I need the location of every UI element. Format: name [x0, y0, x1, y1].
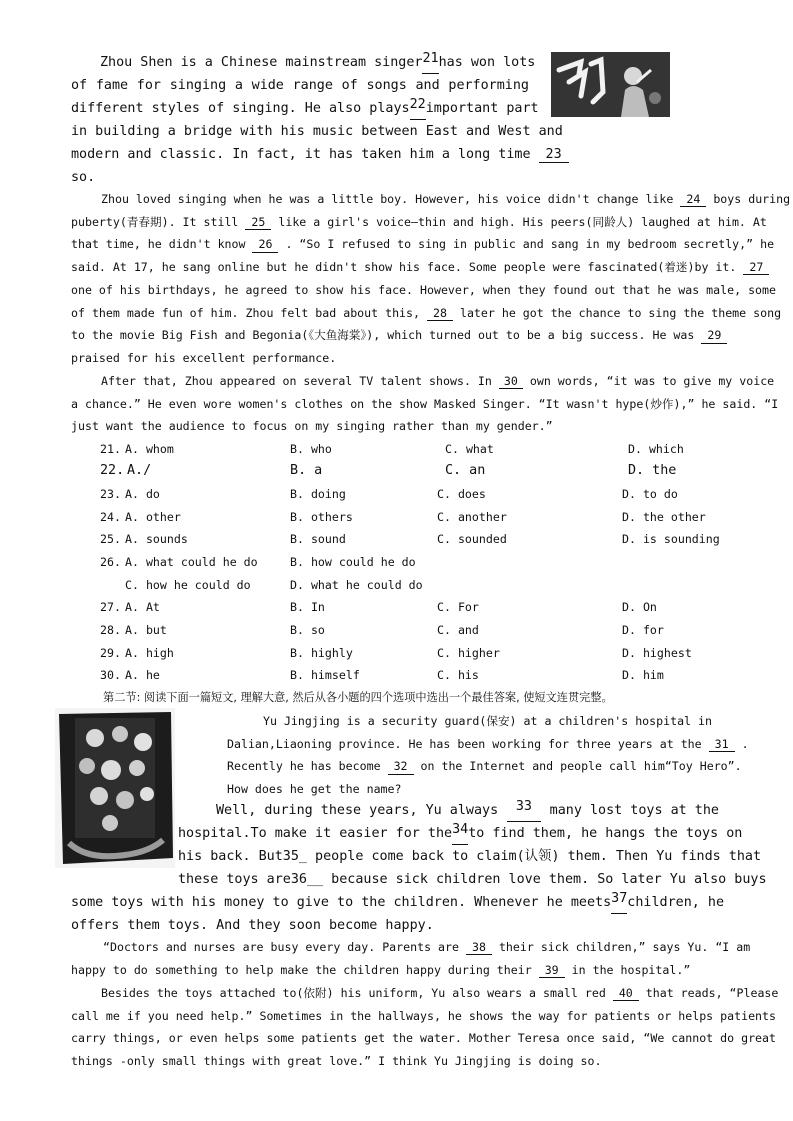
blank-26: 26: [252, 238, 278, 252]
p1-line-5: [71, 143, 562, 166]
p2-line-6: [71, 302, 782, 325]
text: . “So I refused to sing in public and sang in my bedroom secretly,” he: [278, 237, 775, 252]
option-d[interactable]: D. to do: [622, 487, 678, 501]
text: Recently he has become: [227, 759, 388, 774]
option-c[interactable]: C. an: [445, 463, 486, 478]
section2-instruction: 第二节: 阅读下面一篇短文, 理解大意, 然后从各小题的四个选项中选出一个最佳答案, 使短文连贯完整。: [103, 691, 613, 704]
option-d[interactable]: D. for: [622, 623, 664, 637]
text: their sick children,” says Yu. “I am: [491, 940, 751, 954]
option-b[interactable]: B. sound: [290, 532, 346, 546]
option-c[interactable]: C. what: [445, 442, 494, 456]
text: in the hospital.”: [564, 962, 691, 977]
blank-38: 38: [466, 941, 492, 955]
option-b[interactable]: B. others: [290, 510, 353, 524]
q2p2-line-2: [178, 822, 743, 845]
option-d[interactable]: D. him: [622, 668, 664, 682]
blank-23: 23: [539, 147, 569, 163]
option-d[interactable]: D. which: [628, 442, 684, 456]
q-num: 26.: [100, 555, 121, 569]
text: Well, during these years, Yu always: [216, 803, 499, 818]
passage2-para3: [71, 936, 751, 981]
text: Dalian,Liaoning province. He has been working for three years at the: [227, 736, 709, 751]
text: Zhou loved singing when he was a little boy. However, his voice didn't change like: [101, 192, 681, 206]
text: so.: [71, 170, 96, 185]
q-num: 22.: [100, 463, 125, 478]
text: carry things, or even helps some patients get the water. Mother Teresa once said, “We cannot do great: [71, 1031, 776, 1046]
option-a[interactable]: A. high: [125, 646, 174, 660]
option-a[interactable]: A. whom: [125, 442, 174, 456]
blank-32: 32: [388, 760, 414, 774]
text: in building a bridge with his music between East and West and: [71, 124, 563, 139]
passage2-para2: [71, 799, 767, 937]
option-a[interactable]: A. do: [125, 487, 160, 501]
option-b[interactable]: B. who: [290, 442, 332, 456]
text: “Doctors and nurses are busy every day. Parents are: [103, 940, 466, 954]
text: on the Internet and people call him“Toy Hero”.: [413, 759, 742, 774]
q2p2-line-3: [178, 845, 762, 868]
text: praised for his excellent performance.: [71, 350, 337, 365]
blank-34: 34: [452, 822, 468, 845]
blank-27: 27: [743, 261, 769, 275]
option-c[interactable]: C. another: [437, 510, 507, 524]
q2p1-line-3: [227, 755, 742, 778]
text: that reads, “Please: [638, 986, 779, 1000]
p1-line-6: [71, 166, 529, 189]
option-c[interactable]: C. his: [437, 668, 479, 682]
option-a[interactable]: A. he: [125, 668, 160, 682]
text: said. At 17, he sang online but he didn't show his face. Some people were fascinated(着迷)by it.: [71, 260, 744, 275]
option-b[interactable]: B. himself: [290, 668, 360, 682]
q-num: 23.: [100, 487, 121, 501]
q2p4-line-4: [71, 1050, 721, 1073]
q-num: 27.: [100, 600, 121, 614]
q-num: 24.: [100, 510, 121, 524]
option-b[interactable]: B. doing: [290, 487, 346, 501]
option-c[interactable]: C. and: [437, 623, 479, 637]
text: Besides the toys attached to(依附) his uniform, Yu also wears a small red: [101, 986, 613, 1000]
p2-line-5: [71, 279, 776, 302]
option-c[interactable]: C. does: [437, 487, 486, 501]
p2-line-1: [71, 188, 791, 211]
q-num: 25.: [100, 532, 121, 546]
p2-line-8: [71, 347, 721, 370]
p2-line-4: [71, 256, 764, 279]
option-a[interactable]: A. sounds: [125, 532, 188, 546]
option-a[interactable]: A. what could he do: [125, 555, 258, 569]
q2p2-line-6: [71, 914, 719, 937]
passage1-para1: [71, 51, 563, 189]
blank-25: 25: [245, 216, 271, 230]
text: of fame for singing a wide range of songs and performing: [71, 78, 529, 93]
text: own words, “it was to give my voice: [522, 374, 775, 388]
singer-photo: [551, 52, 670, 117]
p3-line-2: [71, 393, 779, 416]
text: boys during: [706, 192, 791, 206]
blank-39: 39: [539, 964, 565, 978]
blank-30: 30: [499, 375, 523, 389]
q2p2-line-1: [216, 799, 719, 822]
option-b[interactable]: B. a: [290, 463, 323, 478]
text: to find them, he hangs the toys on: [468, 826, 743, 841]
text: things -only small things with great love.” I think Yu Jingjing is doing so.: [71, 1054, 602, 1069]
text: to the movie Big Fish and Begonia(《大鱼海棠》), which turned out to be a big success. He was: [71, 328, 702, 343]
p3-line-1: [71, 370, 775, 393]
text: one of his birthdays, he agreed to show his face. However, when they found out that he was male, some: [71, 282, 776, 297]
text: of them made fun of him. Zhou felt bad about this,: [71, 305, 427, 320]
q-num: 21.: [100, 442, 121, 456]
option-b[interactable]: B. In: [290, 600, 325, 614]
text: Yu Jingjing is a security guard(保安) at a children's hospital in: [263, 714, 712, 728]
p1-line-2: [71, 74, 529, 97]
singer-photo-image: [551, 52, 670, 117]
q2p1-line-2: [227, 733, 749, 756]
p2-line-2: [71, 211, 767, 234]
p1-line-4: [71, 120, 563, 143]
passage1-para2: [71, 188, 791, 370]
text: many lost toys at the: [549, 803, 719, 818]
q2p3-line-1: [71, 936, 751, 959]
option-d[interactable]: D. what he could do: [290, 578, 423, 592]
passage2-para4: [71, 982, 779, 1073]
text: offers them toys. And they soon become happy.: [71, 918, 434, 933]
p2-line-7: [71, 324, 721, 347]
text: later he got the chance to sing the theme song: [452, 305, 782, 320]
q2p4-line-3: [71, 1027, 776, 1050]
p3-line-3: [71, 415, 721, 438]
passage1-para3: [71, 370, 779, 438]
text: important part: [425, 101, 539, 116]
option-d[interactable]: D. is sounding: [622, 532, 720, 546]
blank-28: 28: [427, 307, 453, 321]
q-num: 28.: [100, 623, 121, 637]
q-num: 30.: [100, 668, 121, 682]
text: happy to do something to help make the children happy during their: [71, 962, 539, 977]
option-a[interactable]: A./: [127, 463, 152, 478]
option-d[interactable]: D. the: [628, 463, 677, 478]
blank-29: 29: [701, 329, 727, 343]
q2p1-line-4: [227, 778, 717, 801]
option-a[interactable]: A. other: [125, 510, 181, 524]
blank-21: 21: [422, 51, 438, 74]
blank-24: 24: [680, 193, 706, 207]
option-c[interactable]: C. higher: [437, 646, 500, 660]
text: After that, Zhou appeared on several TV talent shows. In: [101, 374, 499, 388]
text: modern and classic. In fact, it has taken him a long time: [71, 147, 539, 162]
text: .: [734, 736, 749, 751]
q2p3-line-2: [71, 959, 721, 982]
q2p1-line-1: [227, 710, 717, 733]
option-a[interactable]: A. but: [125, 623, 167, 637]
text: that time, he didn't know: [71, 237, 253, 252]
text: just want the audience to focus on my singing rather than my gender.”: [71, 419, 553, 434]
q-num: 29.: [100, 646, 121, 660]
option-b[interactable]: B. how could he do: [290, 555, 416, 569]
option-d[interactable]: D. the other: [622, 510, 706, 524]
option-d[interactable]: D. highest: [622, 646, 692, 660]
text: has won lots: [438, 55, 536, 70]
p1-line-1: [71, 51, 536, 74]
text: these toys are36__ because sick children love them. So later Yu also buys: [178, 872, 767, 887]
p1-line-3: [71, 97, 539, 120]
text: How does he get the name?: [227, 782, 402, 797]
text: puberty(青春期). It still: [71, 214, 246, 229]
option-c[interactable]: C. how he could do: [125, 578, 251, 592]
text: hospital.To make it easier for the: [178, 826, 453, 841]
blank-37: 37: [611, 891, 627, 914]
text: like a girl's voice—thin and high. His peers(同龄人) laughed at him. At: [271, 214, 767, 229]
text: his back. But35_ people come back to claim(认领) them. Then Yu finds that: [178, 849, 762, 864]
text: call me if you need help.” Sometimes in the hallways, he shows the way for patients or helps patients: [71, 1008, 776, 1023]
text: children, he: [627, 895, 725, 910]
q2p4-line-2: [71, 1005, 776, 1028]
blank-40: 40: [613, 987, 639, 1001]
option-c[interactable]: C. sounded: [437, 532, 507, 546]
option-a[interactable]: A. At: [125, 600, 160, 614]
text: different styles of singing. He also plays: [71, 101, 410, 116]
q2p2-line-5: [71, 891, 725, 914]
option-d[interactable]: D. On: [622, 600, 657, 614]
blank-33: 33: [507, 799, 541, 822]
p2-line-3: [71, 233, 775, 256]
q2p4-line-1: [71, 982, 779, 1005]
option-b[interactable]: B. highly: [290, 646, 353, 660]
option-c[interactable]: C. For: [437, 600, 479, 614]
passage2-para1: [227, 710, 749, 801]
text: some toys with his money to give to the children. Whenever he meets: [71, 895, 612, 910]
q2p2-line-4: [178, 868, 767, 891]
blank-22: 22: [410, 97, 426, 120]
text: Zhou Shen is a Chinese mainstream singer: [100, 55, 423, 70]
option-b[interactable]: B. so: [290, 623, 325, 637]
text: a chance.” He even wore women's clothes on the show Masked Singer. “It wasn't hype(炒作),” he said. “I: [71, 396, 779, 411]
blank-31: 31: [709, 738, 735, 752]
